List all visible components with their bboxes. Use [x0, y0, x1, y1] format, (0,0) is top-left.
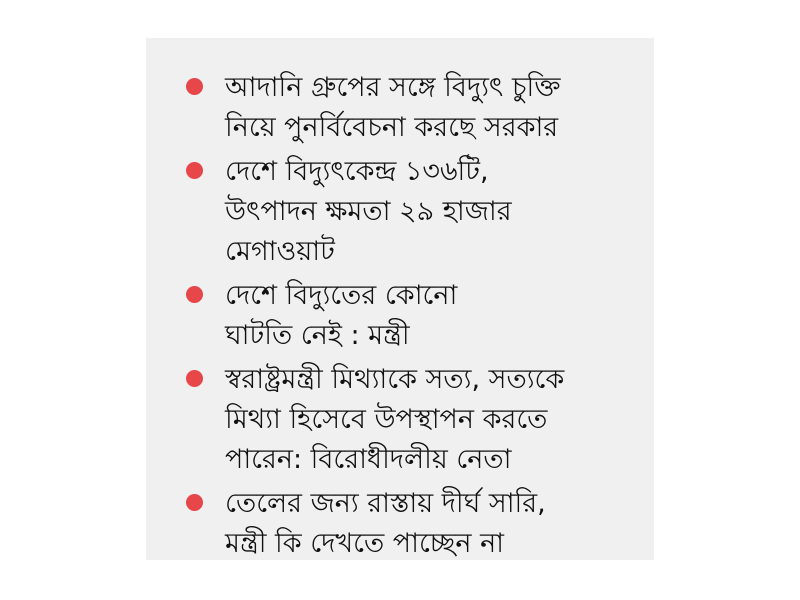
- headline-line: উৎপাদন ক্ষমতা ২৯ হাজার: [225, 196, 512, 227]
- headline-line: মেগাওয়াট: [225, 236, 335, 267]
- list-item: [186, 484, 634, 564]
- headline-line: মিথ্যা হিসেবে উপস্থাপন করতে: [225, 404, 548, 435]
- headline-line: আদানি গ্রুপের সঙ্গে বিদ্যুৎ চুক্তি: [225, 72, 561, 103]
- red-dot-bullet-icon: [186, 370, 203, 387]
- list-item: [186, 68, 634, 148]
- list-item: [186, 152, 634, 272]
- headline-line: মন্ত্রী কি দেখতে পাচ্ছেন না: [225, 528, 505, 559]
- headline-line: স্বরাষ্ট্রমন্ত্রী মিথ্যাকে সত্য, সত্যকে: [225, 364, 565, 395]
- headline-list: [186, 68, 634, 564]
- headline-line: দেশে বিদ্যুতের কোনো: [225, 280, 458, 311]
- headline-line: পারেন: বিরোধীদলীয় নেতা: [225, 444, 512, 475]
- headline-panel: [146, 38, 654, 560]
- red-dot-bullet-icon: [186, 162, 203, 179]
- headline-line: ঘাটতি নেই : মন্ত্রী: [225, 320, 410, 351]
- list-item: [186, 276, 634, 356]
- headline-text: [225, 484, 546, 564]
- red-dot-bullet-icon: [186, 78, 203, 95]
- list-item: [186, 360, 634, 480]
- headline-line: নিয়ে পুনর্বিবেচনা করছে সরকার: [225, 112, 559, 143]
- red-dot-bullet-icon: [186, 494, 203, 511]
- headline-line: তেলের জন্য রাস্তায় দীর্ঘ সারি,: [225, 488, 546, 519]
- headline-text: [225, 360, 564, 480]
- headline-text: [225, 152, 512, 272]
- headline-text: [225, 276, 457, 356]
- headline-text: [225, 68, 560, 148]
- red-dot-bullet-icon: [186, 286, 203, 303]
- headline-line: দেশে বিদ্যুৎকেন্দ্র ১৩৬টি,: [225, 156, 489, 187]
